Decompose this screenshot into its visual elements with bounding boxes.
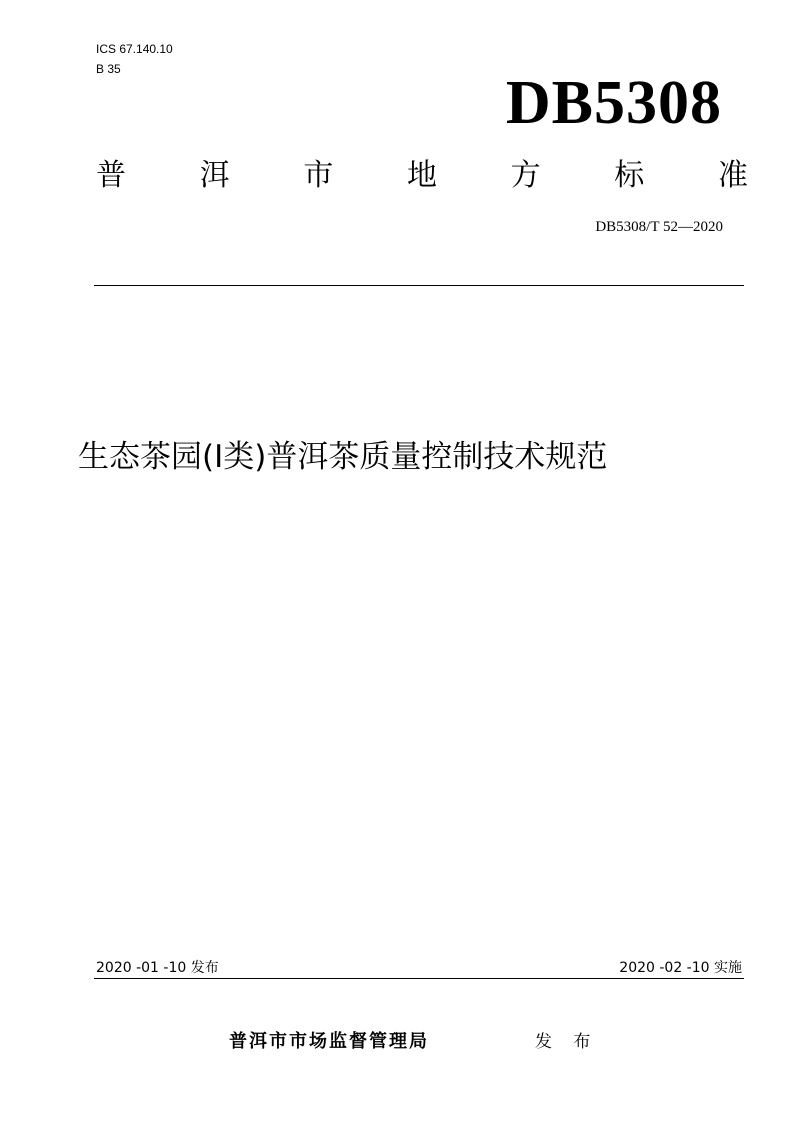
category-char: 市 xyxy=(303,158,334,193)
category-char: 普 xyxy=(96,158,126,193)
category-char: 标 xyxy=(614,158,645,193)
bottom-divider xyxy=(94,978,744,979)
category-char: 方 xyxy=(510,158,541,193)
ccs-code: B 35 xyxy=(96,62,121,76)
standard-code: DB5308 xyxy=(505,69,722,137)
category-char: 洱 xyxy=(199,158,230,193)
implementation-date: 2020 -02 -10 实施 xyxy=(619,960,742,976)
issuer-label: 发 布 xyxy=(535,1032,599,1052)
top-divider xyxy=(94,285,744,286)
standard-number: DB5308/T 52—2020 xyxy=(595,219,723,235)
ics-code: ICS 67.140.10 xyxy=(96,42,173,56)
category-char: 准 xyxy=(717,158,748,193)
document-title: 生态茶园(Ⅰ类)普洱茶质量控制技术规范 xyxy=(78,439,608,475)
standard-category xyxy=(96,156,748,196)
issue-date: 2020 -01 -10 发布 xyxy=(96,960,219,976)
issuing-authority: 普洱市市场监督管理局 xyxy=(229,1031,429,1052)
category-char: 地 xyxy=(406,158,437,193)
